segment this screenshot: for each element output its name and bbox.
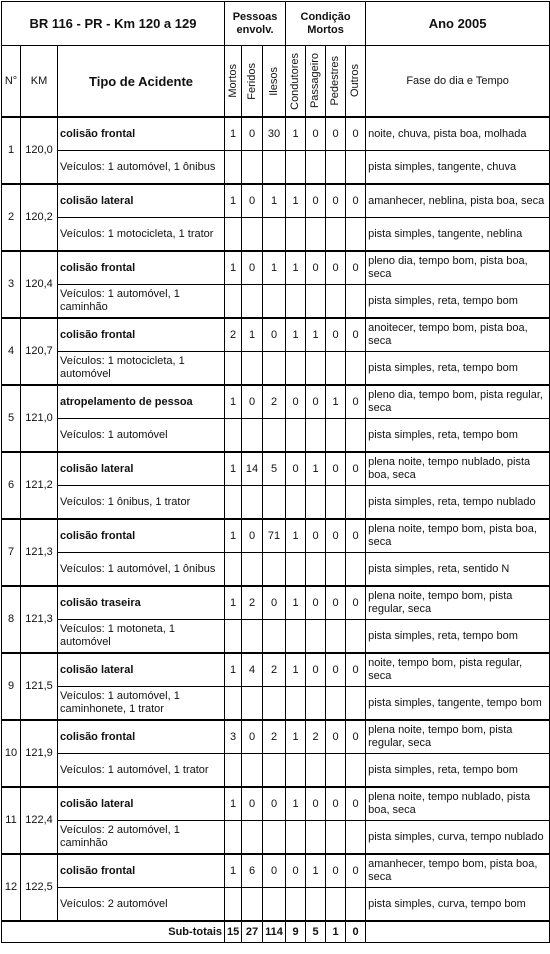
accident-km: 121,3: [21, 519, 58, 586]
accident-number: 3: [2, 251, 21, 318]
empty-cell: [326, 620, 346, 654]
count-feridos: 0: [242, 117, 263, 151]
empty-cell: [346, 620, 366, 654]
count-condutores: 1: [286, 653, 306, 687]
empty-cell: [286, 754, 306, 788]
accident-number: 2: [2, 184, 21, 251]
accident-type: colisão traseira: [58, 586, 225, 620]
accident-km: 120,4: [21, 251, 58, 318]
count-ilesos: 0: [263, 318, 286, 352]
count-passageiro: 0: [306, 586, 326, 620]
empty-cell: [263, 218, 286, 252]
accident-km: 121,3: [21, 586, 58, 653]
count-ilesos: 5: [263, 452, 286, 486]
road-condition: pista simples, reta, tempo bom: [366, 352, 550, 386]
count-outros: 0: [346, 251, 366, 285]
accident-type: colisão frontal: [58, 318, 225, 352]
col-header-km: KM: [21, 46, 58, 118]
col-header-mortos: Mortos: [225, 46, 242, 118]
col-header-pedestres: Pedestres: [326, 46, 346, 118]
empty-cell: [326, 888, 346, 922]
accident-number: 12: [2, 854, 21, 921]
table-title: BR 116 - PR - Km 120 a 129: [2, 2, 225, 46]
accident-row: [2, 184, 550, 218]
road-condition: pista simples, reta, tempo bom: [366, 419, 550, 453]
accident-km: 122,5: [21, 854, 58, 921]
accident-number: 5: [2, 385, 21, 452]
road-condition: pista simples, curva, tempo bom: [366, 888, 550, 922]
empty-cell: [286, 687, 306, 721]
empty-cell: [263, 151, 286, 185]
fase-do-dia: anoitecer, tempo bom, pista boa, seca: [366, 318, 550, 352]
empty-cell: [286, 553, 306, 587]
empty-cell: [286, 218, 306, 252]
count-pedestres: 0: [326, 519, 346, 553]
accident-row: [2, 117, 550, 151]
empty-cell: [346, 754, 366, 788]
accident-type: colisão lateral: [58, 653, 225, 687]
count-feridos: 0: [242, 385, 263, 419]
empty-cell: [346, 285, 366, 319]
empty-cell: [286, 285, 306, 319]
count-feridos: 6: [242, 854, 263, 888]
count-feridos: 0: [242, 787, 263, 821]
subtotal-passageiro: 5: [306, 921, 326, 943]
accident-row: [2, 251, 550, 285]
count-mortos: 2: [225, 318, 242, 352]
empty-cell: [225, 352, 242, 386]
empty-cell: [242, 352, 263, 386]
subtotal-pedestres: 1: [326, 921, 346, 943]
empty-cell: [346, 553, 366, 587]
count-pedestres: 0: [326, 720, 346, 754]
count-mortos: 1: [225, 519, 242, 553]
empty-cell: [263, 486, 286, 520]
pessoas-group-header: Pessoas envolv.: [225, 2, 286, 46]
count-ilesos: 0: [263, 586, 286, 620]
empty-cell: [242, 553, 263, 587]
vehicles: Veículos: 1 automóvel, 1 caminhonete, 1 trator: [58, 687, 225, 721]
count-condutores: 1: [286, 787, 306, 821]
accident-km: 120,0: [21, 117, 58, 184]
year-header: Ano 2005: [366, 2, 550, 46]
count-outros: 0: [346, 385, 366, 419]
road-condition: pista simples, tangente, tempo bom: [366, 687, 550, 721]
road-condition: pista simples, reta, tempo nublado: [366, 486, 550, 520]
subtotal-outros: 0: [346, 921, 366, 943]
accident-row: [2, 452, 550, 486]
accident-type: colisão frontal: [58, 117, 225, 151]
empty-cell: [326, 821, 346, 855]
empty-cell: [286, 486, 306, 520]
accident-detail-row: [2, 218, 550, 252]
count-feridos: 0: [242, 720, 263, 754]
accident-number: 9: [2, 653, 21, 720]
col-header-outros: Outros: [346, 46, 366, 118]
empty-cell: [225, 486, 242, 520]
vehicles: Veículos: 1 motoneta, 1 automóvel: [58, 620, 225, 654]
count-outros: 0: [346, 787, 366, 821]
empty-cell: [306, 486, 326, 520]
count-passageiro: 0: [306, 653, 326, 687]
empty-cell: [263, 419, 286, 453]
accident-detail-row: [2, 754, 550, 788]
road-condition: pista simples, tangente, chuva: [366, 151, 550, 185]
subtotal-condutores: 9: [286, 921, 306, 943]
count-mortos: 1: [225, 586, 242, 620]
accident-detail-row: [2, 553, 550, 587]
vehicles: Veículos: 2 automóvel, 1 caminhão: [58, 821, 225, 855]
accident-row: [2, 787, 550, 821]
count-pedestres: 0: [326, 854, 346, 888]
empty-cell: [286, 151, 306, 185]
empty-cell: [306, 754, 326, 788]
col-header-fase: Fase do dia e Tempo: [366, 46, 550, 118]
accident-km: 121,0: [21, 385, 58, 452]
accident-type: colisão lateral: [58, 787, 225, 821]
empty-cell: [326, 218, 346, 252]
accident-detail-row: [2, 419, 550, 453]
empty-cell: [263, 285, 286, 319]
count-passageiro: 1: [306, 318, 326, 352]
empty-cell: [286, 620, 306, 654]
count-passageiro: 0: [306, 519, 326, 553]
count-condutores: 1: [286, 586, 306, 620]
count-feridos: 0: [242, 184, 263, 218]
count-feridos: 4: [242, 653, 263, 687]
empty-cell: [225, 821, 242, 855]
accident-number: 11: [2, 787, 21, 854]
count-passageiro: 0: [306, 184, 326, 218]
empty-cell: [225, 285, 242, 319]
empty-cell: [242, 419, 263, 453]
count-outros: 0: [346, 452, 366, 486]
empty-cell: [306, 285, 326, 319]
empty-cell: [225, 754, 242, 788]
accident-detail-row: [2, 687, 550, 721]
count-condutores: 0: [286, 385, 306, 419]
empty-cell: [242, 888, 263, 922]
empty-cell: [306, 687, 326, 721]
count-ilesos: 30: [263, 117, 286, 151]
count-pedestres: 0: [326, 184, 346, 218]
empty-cell: [263, 821, 286, 855]
fase-do-dia: noite, tempo bom, pista regular, seca: [366, 653, 550, 687]
count-pedestres: 0: [326, 787, 346, 821]
accident-number: 7: [2, 519, 21, 586]
empty-cell: [263, 888, 286, 922]
vehicles: Veículos: 2 automóvel: [58, 888, 225, 922]
empty-cell: [326, 285, 346, 319]
count-pedestres: 0: [326, 653, 346, 687]
road-condition: pista simples, tangente, neblina: [366, 218, 550, 252]
empty-cell: [346, 486, 366, 520]
road-condition: pista simples, curva, tempo nublado: [366, 821, 550, 855]
col-header-tipo: Tipo de Acidente: [58, 46, 225, 118]
fase-do-dia: plena noite, tempo bom, pista regular, seca: [366, 586, 550, 620]
count-pedestres: 0: [326, 586, 346, 620]
count-mortos: 1: [225, 184, 242, 218]
count-outros: 0: [346, 653, 366, 687]
vehicles: Veículos: 1 automóvel, 1 caminhão: [58, 285, 225, 319]
count-pedestres: 1: [326, 385, 346, 419]
count-feridos: 14: [242, 452, 263, 486]
empty-cell: [306, 352, 326, 386]
fase-do-dia: plena noite, tempo nublado, pista boa, seca: [366, 452, 550, 486]
fase-do-dia: noite, chuva, pista boa, molhada: [366, 117, 550, 151]
empty-cell: [306, 553, 326, 587]
empty-cell: [346, 687, 366, 721]
accident-type: colisão frontal: [58, 251, 225, 285]
count-condutores: 1: [286, 184, 306, 218]
fase-do-dia: plena noite, tempo bom, pista boa, seca: [366, 519, 550, 553]
road-condition: pista simples, reta, sentido N: [366, 553, 550, 587]
col-header-condutores: Condutores: [286, 46, 306, 118]
count-pedestres: 0: [326, 452, 346, 486]
fase-do-dia: pleno dia, tempo bom, pista regular, seca: [366, 385, 550, 419]
accident-km: 121,9: [21, 720, 58, 787]
empty-cell: [286, 821, 306, 855]
empty-cell: [225, 620, 242, 654]
empty-cell: [263, 754, 286, 788]
accident-type: colisão frontal: [58, 854, 225, 888]
empty-cell: [306, 218, 326, 252]
road-condition: pista simples, reta, tempo bom: [366, 620, 550, 654]
count-condutores: 1: [286, 519, 306, 553]
empty-cell: [306, 620, 326, 654]
count-ilesos: 0: [263, 787, 286, 821]
count-outros: 0: [346, 318, 366, 352]
empty-cell: [366, 921, 550, 943]
count-feridos: 0: [242, 251, 263, 285]
condicao-group-header: Condição Mortos: [286, 2, 366, 46]
vehicles: Veículos: 1 ônibus, 1 trator: [58, 486, 225, 520]
empty-cell: [225, 151, 242, 185]
empty-cell: [242, 821, 263, 855]
count-pedestres: 0: [326, 117, 346, 151]
subtotal-feridos: 27: [242, 921, 263, 943]
vehicles: Veículos: 1 automóvel, 1 trator: [58, 754, 225, 788]
accident-row: [2, 586, 550, 620]
accident-number: 8: [2, 586, 21, 653]
empty-cell: [242, 687, 263, 721]
count-passageiro: 0: [306, 787, 326, 821]
accident-type: colisão frontal: [58, 519, 225, 553]
empty-cell: [306, 419, 326, 453]
empty-cell: [286, 352, 306, 386]
accident-detail-row: [2, 486, 550, 520]
accident-row: [2, 385, 550, 419]
count-feridos: 1: [242, 318, 263, 352]
empty-cell: [326, 486, 346, 520]
count-condutores: 0: [286, 452, 306, 486]
count-outros: 0: [346, 586, 366, 620]
accident-row: [2, 519, 550, 553]
count-ilesos: 2: [263, 653, 286, 687]
empty-cell: [263, 352, 286, 386]
count-ilesos: 2: [263, 385, 286, 419]
count-condutores: 1: [286, 318, 306, 352]
accident-detail-row: [2, 620, 550, 654]
col-header-n: N°: [2, 46, 21, 118]
empty-cell: [242, 285, 263, 319]
count-outros: 0: [346, 519, 366, 553]
road-condition: pista simples, reta, tempo bom: [366, 754, 550, 788]
empty-cell: [242, 754, 263, 788]
count-condutores: 0: [286, 854, 306, 888]
empty-cell: [263, 687, 286, 721]
count-ilesos: 1: [263, 251, 286, 285]
count-feridos: 2: [242, 586, 263, 620]
subtotal-label: Sub-totais: [2, 921, 225, 943]
empty-cell: [346, 151, 366, 185]
count-ilesos: 71: [263, 519, 286, 553]
count-ilesos: 1: [263, 184, 286, 218]
count-pedestres: 0: [326, 251, 346, 285]
count-mortos: 1: [225, 787, 242, 821]
accident-row: [2, 318, 550, 352]
empty-cell: [263, 620, 286, 654]
fase-do-dia: amanhecer, neblina, pista boa, seca: [366, 184, 550, 218]
count-passageiro: 0: [306, 251, 326, 285]
accident-number: 4: [2, 318, 21, 385]
count-condutores: 1: [286, 251, 306, 285]
count-passageiro: 0: [306, 385, 326, 419]
accident-km: 120,7: [21, 318, 58, 385]
count-passageiro: 0: [306, 117, 326, 151]
count-passageiro: 1: [306, 452, 326, 486]
empty-cell: [225, 888, 242, 922]
accident-row: [2, 720, 550, 754]
empty-cell: [326, 754, 346, 788]
empty-cell: [286, 888, 306, 922]
accident-row: [2, 854, 550, 888]
vehicles: Veículos: 1 motocicleta, 1 trator: [58, 218, 225, 252]
empty-cell: [346, 419, 366, 453]
count-ilesos: 0: [263, 854, 286, 888]
col-header-feridos: Feridos: [242, 46, 263, 118]
empty-cell: [225, 419, 242, 453]
accident-detail-row: [2, 888, 550, 922]
empty-cell: [225, 687, 242, 721]
accident-detail-row: [2, 151, 550, 185]
empty-cell: [326, 687, 346, 721]
count-mortos: 1: [225, 653, 242, 687]
vehicles: Veículos: 1 automóvel: [58, 419, 225, 453]
empty-cell: [242, 486, 263, 520]
accident-number: 10: [2, 720, 21, 787]
accident-type: colisão lateral: [58, 184, 225, 218]
fase-do-dia: pleno dia, tempo bom, pista boa, seca: [366, 251, 550, 285]
empty-cell: [346, 218, 366, 252]
accident-row: [2, 653, 550, 687]
count-mortos: 1: [225, 452, 242, 486]
subtotal-mortos: 15: [225, 921, 242, 943]
accident-km: 121,5: [21, 653, 58, 720]
accident-type: atropelamento de pessoa: [58, 385, 225, 419]
accident-type: colisão frontal: [58, 720, 225, 754]
vehicles: Veículos: 1 automóvel, 1 ônibus: [58, 553, 225, 587]
empty-cell: [263, 553, 286, 587]
count-passageiro: 2: [306, 720, 326, 754]
count-mortos: 1: [225, 251, 242, 285]
empty-cell: [306, 888, 326, 922]
count-condutores: 1: [286, 720, 306, 754]
count-outros: 0: [346, 117, 366, 151]
count-mortos: 1: [225, 385, 242, 419]
empty-cell: [326, 419, 346, 453]
fase-do-dia: amanhecer, tempo bom, pista boa, seca: [366, 854, 550, 888]
accident-detail-row: [2, 285, 550, 319]
empty-cell: [326, 553, 346, 587]
empty-cell: [286, 419, 306, 453]
count-outros: 0: [346, 184, 366, 218]
subtotal-ilesos: 114: [263, 921, 286, 943]
count-passageiro: 1: [306, 854, 326, 888]
empty-cell: [346, 821, 366, 855]
accident-number: 1: [2, 117, 21, 184]
count-mortos: 1: [225, 117, 242, 151]
count-mortos: 3: [225, 720, 242, 754]
col-header-passageiro: Passageiro: [306, 46, 326, 118]
accident-km: 122,4: [21, 787, 58, 854]
vehicles: Veículos: 1 automóvel, 1 ônibus: [58, 151, 225, 185]
count-ilesos: 2: [263, 720, 286, 754]
count-outros: 0: [346, 720, 366, 754]
accident-detail-row: [2, 352, 550, 386]
empty-cell: [346, 352, 366, 386]
fase-do-dia: plena noite, tempo bom, pista regular, seca: [366, 720, 550, 754]
count-mortos: 1: [225, 854, 242, 888]
accident-detail-row: [2, 821, 550, 855]
fase-do-dia: plena noite, tempo nublado, pista boa, seca: [366, 787, 550, 821]
empty-cell: [346, 888, 366, 922]
accident-type: colisão lateral: [58, 452, 225, 486]
empty-cell: [242, 218, 263, 252]
vehicles: Veículos: 1 motocicleta, 1 automóvel: [58, 352, 225, 386]
accident-table: [1, 1, 550, 943]
empty-cell: [306, 151, 326, 185]
count-outros: 0: [346, 854, 366, 888]
empty-cell: [326, 151, 346, 185]
col-header-ilesos: Ilesos: [263, 46, 286, 118]
accident-km: 121,2: [21, 452, 58, 519]
empty-cell: [242, 620, 263, 654]
count-condutores: 1: [286, 117, 306, 151]
empty-cell: [306, 821, 326, 855]
empty-cell: [242, 151, 263, 185]
empty-cell: [326, 352, 346, 386]
count-pedestres: 0: [326, 318, 346, 352]
count-feridos: 0: [242, 519, 263, 553]
empty-cell: [225, 553, 242, 587]
accident-km: 120,2: [21, 184, 58, 251]
accident-number: 6: [2, 452, 21, 519]
subtotal-row: [2, 921, 550, 943]
empty-cell: [225, 218, 242, 252]
road-condition: pista simples, reta, tempo bom: [366, 285, 550, 319]
